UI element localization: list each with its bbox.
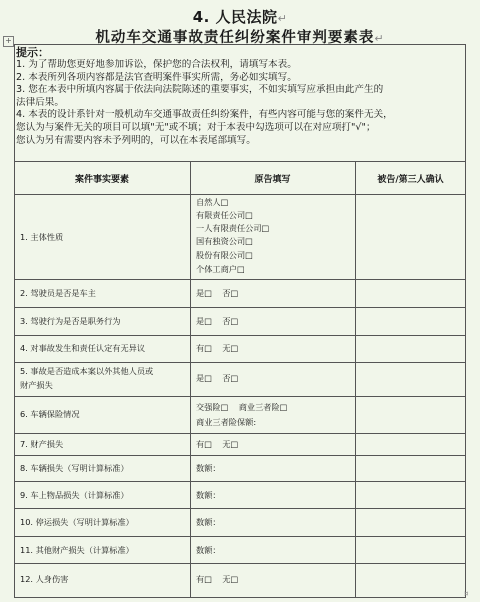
row-divider <box>14 307 466 308</box>
option-text[interactable]: 数额： <box>196 545 221 555</box>
row-divider <box>14 508 466 509</box>
option-text[interactable]: 有□ 无□ <box>196 343 239 353</box>
column-divider <box>190 161 191 598</box>
option-text[interactable]: 数额： <box>196 517 221 527</box>
row-label-cont: 财产损失 <box>20 380 53 390</box>
row-divider <box>14 455 466 456</box>
notes-heading: 提示： <box>16 46 49 59</box>
row-label: 6. 车辆保险情况 <box>20 409 80 419</box>
note-line: 4. 本表的设计系针对一般机动车交通事故责任纠纷案件，有些内容可能与您的案件无关， <box>16 109 393 121</box>
header-elements: 案件事实要素 <box>74 175 129 185</box>
option-text[interactable]: 数额： <box>196 490 221 500</box>
row-divider <box>14 161 466 162</box>
option-text[interactable]: 一人有限责任公司□ <box>196 223 270 233</box>
row-divider <box>14 279 466 280</box>
cell-end-mark-icon: ¤ <box>464 590 469 598</box>
option-text[interactable]: 国有独资公司□ <box>196 236 253 246</box>
table-anchor-icon[interactable]: + <box>3 36 14 47</box>
row-label: 4. 对事故发生和责任认定有无异议 <box>20 343 146 353</box>
note-line: 2. 本表所列各项内容都是法官查明案件事实所需，务必如实填写。 <box>16 71 297 83</box>
row-label: 1. 主体性质 <box>20 232 64 242</box>
option-text[interactable]: 数额： <box>196 463 221 473</box>
row-divider <box>14 536 466 537</box>
row-divider <box>14 362 466 363</box>
option-text[interactable]: 交强险□ 商业三者险□ <box>196 402 288 412</box>
row-label: 12. 人身伤害 <box>20 574 69 584</box>
row-divider <box>14 396 466 397</box>
row-label: 9. 车上物品损失（计算标准） <box>20 490 129 500</box>
header-plaintiff: 原告填写 <box>254 175 291 185</box>
row-label: 5. 事故是否造成本案以外其他人员或 <box>20 366 154 376</box>
note-line: 法律后果。 <box>16 96 64 108</box>
row-label: 11. 其他财产损失（计算标准） <box>20 545 134 555</box>
row-label: 8. 车辆损失（写明计算标准） <box>20 463 129 473</box>
row-divider <box>14 194 466 195</box>
option-text[interactable]: 个体工商户□ <box>196 264 245 274</box>
option-text[interactable]: 是□ 否□ <box>196 373 239 383</box>
row-divider <box>14 335 466 336</box>
note-line: 您认为与案件无关的项目可以填"无"或不填；对于本表中勾选项可以在对应项打"√"； <box>16 121 376 133</box>
notes-block <box>16 46 464 147</box>
option-text[interactable]: 商业三者险保额: <box>196 417 257 427</box>
row-divider <box>14 563 466 564</box>
note-line: 您认为另有需要内容未予列明的，可以在本表尾部填写。 <box>16 134 256 146</box>
page-title-number: 4. 人民法院↵ <box>192 8 288 26</box>
option-text[interactable]: 有限责任公司□ <box>196 210 253 220</box>
row-divider <box>14 481 466 482</box>
row-label: 7. 财产损失 <box>20 439 64 449</box>
option-text[interactable]: 自然人□ <box>196 197 229 207</box>
option-text[interactable]: 是□ 否□ <box>196 316 239 326</box>
row-label: 2. 驾驶员是否是车主 <box>20 288 96 298</box>
option-text[interactable]: 有□ 无□ <box>196 574 239 584</box>
option-text[interactable]: 有□ 无□ <box>196 439 239 449</box>
option-text[interactable]: 是□ 否□ <box>196 288 239 298</box>
note-line: 3. 您在本表中所填内容属于依法向法院陈述的重要事实，不如实填写应承担由此产生的 <box>16 84 384 96</box>
row-label: 3. 驾驶行为是否是职务行为 <box>20 316 121 326</box>
column-divider <box>355 161 356 598</box>
row-label: 10. 停运损失（写明计算标准） <box>20 517 134 527</box>
header-defendant: 被告/第三人确认 <box>377 175 444 185</box>
row-divider <box>14 433 466 434</box>
note-line: 1. 为了帮助您更好地参加诉讼，保护您的合法权利，请填写本表。 <box>16 59 297 70</box>
option-text[interactable]: 股份有限公司□ <box>196 250 253 260</box>
page-title: 机动车交通事故责任纠纷案件审判要素表↵ <box>95 30 385 46</box>
